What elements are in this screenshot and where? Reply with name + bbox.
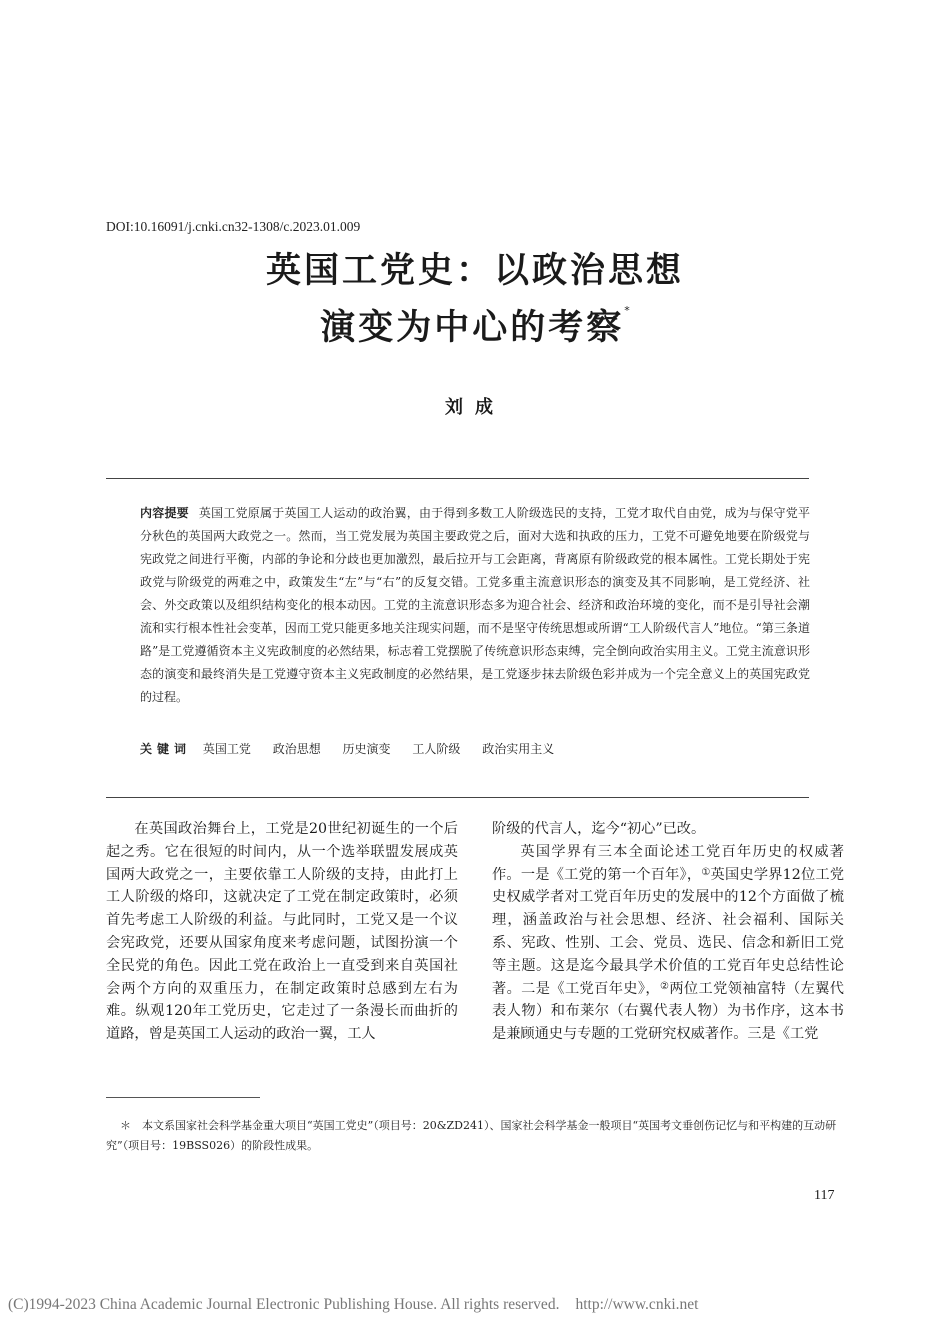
cnki-link[interactable]: http://www.cnki.net (575, 1296, 699, 1313)
body-column-right (492, 818, 844, 1046)
footnote-ref-2[interactable]: ② (659, 980, 670, 992)
copyright-text: (C)1994-2023 China Academic Journal Electronic Publishing House. All rights reserved. (8, 1296, 560, 1313)
keyword: 英国工党 (202, 742, 251, 756)
body-text: 英国史学界12位工党史权威学者对工党百年历史的发展中的12个方面做了梳理，涵盖政治与社会思想、经济、社会福利、国际关系、宪政、性别、工会、党员、选民、信念和新旧工党等主题。这是迄今最具学术价值的工党百年史总结性论著。二是《工党百年史》， (492, 866, 845, 997)
body-paragraph (492, 841, 844, 1046)
page-number: 117 (814, 1188, 835, 1203)
article-title-line-1: 英国工党史：以政治思想 (265, 251, 684, 291)
body-text: 英国学界有三本全面论述工党百年历史的权威著作。一是《工党的第一个百年》， (492, 843, 844, 883)
abstract-top-rule (106, 478, 809, 479)
author-name: 刘成 (445, 397, 505, 418)
article-title-line-2-text: 演变为中心的考察 (320, 308, 625, 348)
footnote-rule (106, 1097, 260, 1098)
footnote-ref-1[interactable]: ① (701, 866, 711, 878)
keyword: 政治实用主义 (482, 742, 555, 756)
abstract-bottom-rule (106, 797, 809, 798)
keyword: 历史演变 (342, 742, 391, 756)
body-paragraph: 在英国政治舞台上，工党是20世纪初诞生的一个后起之秀。它在很短的时间内，从一个选举联盟发展成英国两大政党之一，主要依靠工人阶级的支持，由此打上工人阶级的烙印，这就决定了工党在制定政策时，必须首先考虑工人阶级的利益。与此同时，工党又是一个议会宪政党，还要从国家角度来考虑问题，试图扮演一个全民党的角色。因此工党在政治上一直受到来自英国社会两个方向的双重压力，在制定政策时总感到左右为难。纵观120年工党历史，它走过了一条漫长而曲折的道路，曾是英国工人运动的政治一翼，工人 (106, 821, 458, 1043)
copyright-line (8, 1296, 698, 1314)
title-footnote-mark[interactable]: * (624, 304, 630, 317)
body-paragraph-continued: 阶级的代言人，迄今“初心”已改。 (492, 821, 706, 837)
article-title-line-2 (0, 300, 950, 350)
footnote: ＊ 本文系国家社会科学基金重大项目“英国工党史”（项目号：20&ZD241）、国家社会科学基金一般项目“英国考文垂创伤记忆与和平构建的互动研究”（项目号：19BSS026）的阶段性成果。 (106, 1119, 837, 1152)
keywords-label: 关键词 (140, 742, 192, 756)
doi-line: DOI:10.16091/j.cnki.cn32-1308/c.2023.01.009 (106, 219, 361, 234)
keyword: 政治思想 (272, 742, 321, 756)
abstract-text: 英国工党原属于英国工人运动的政治翼，由于得到多数工人阶级选民的支持，工党才取代自由党，成为与保守党平分秋色的英国两大政党之一。然而，当工党发展为英国主要政党之后，面对大选和执政的压力，工党不可避免地要在阶级党与宪政党之间进行平衡，内部的争论和分歧也更加激烈，最后拉开与工会距离，背离原有阶级政党的根本属性。工党长期处于宪政党与阶级党的两难之中，政策发生“左”与“右”的反复交错。工党多重主流意识形态的演变及其不同影响，是工党经济、社会、外交政策以及组织结构变化的根本动因。工党的主流意识形态多为迎合社会、经济和政治环境的变化，而不是引导社会潮流和实行根本性社会变革，因而工党只能更多地关注现实问题，而不是坚守传统思想或所谓“工人阶级代言人”地位。“第三条道路”是工党遵循资本主义宪政制度的必然结果，标志着工党摆脱了传统意识形态束缚，完全倒向政治实用主义。工党主流意识形态的演变和最终消失是工党遵守资本主义宪政制度的必然结果，是工党逐步抹去阶级色彩并成为一个完全意义上的英国宪政党的过程。 (140, 506, 810, 704)
keywords (140, 740, 572, 757)
abstract-label: 内容提要 (140, 506, 189, 520)
keyword: 工人阶级 (412, 742, 461, 756)
body-column-left (106, 818, 458, 1046)
body-text: 两位工党领袖富特（左翼代表人物）和布莱尔（右翼代表人物）为书作序，这本书是兼顾通史与专题的工党研究权威著作。三是《工党 (492, 980, 844, 1043)
abstract (140, 502, 810, 709)
